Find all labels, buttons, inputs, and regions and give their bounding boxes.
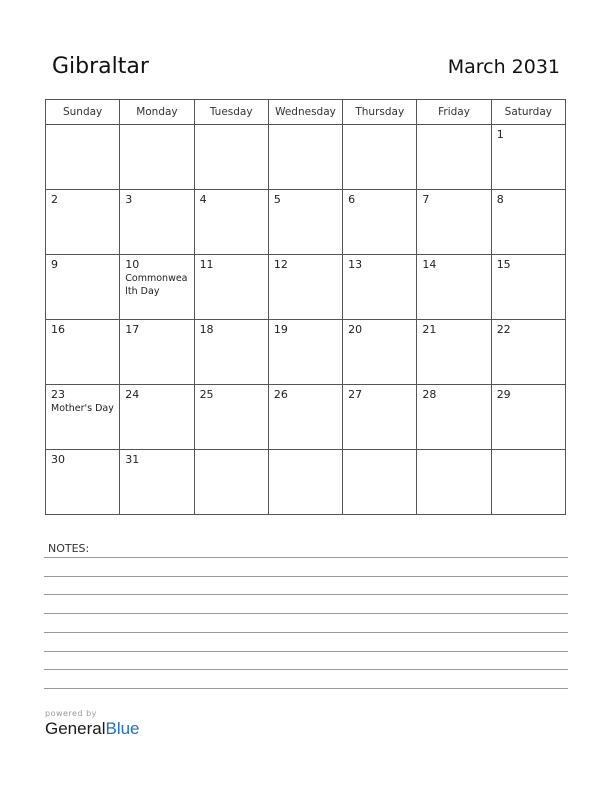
day-number: 10 [125,258,140,271]
calendar-day-cell [120,255,194,320]
calendar-day-cell [268,255,342,320]
weekday-tuesday: Tuesday [194,100,268,125]
calendar-day-cell [268,190,342,255]
weekday-monday: Monday [120,100,194,125]
calendar-day-cell [120,320,194,385]
day-number: 13 [348,258,363,271]
note-line [44,669,568,670]
calendar-day-cell [491,125,565,190]
day-number: 11 [199,258,214,271]
calendar-day-cell [194,385,268,450]
calendar-day-cell [343,255,417,320]
day-number: 19 [273,323,288,336]
calendar-empty-cell [120,125,194,190]
calendar-day-cell [46,320,120,385]
day-number: 31 [125,453,140,466]
note-line [44,632,568,633]
day-number: 24 [125,388,140,401]
day-number: 30 [51,453,65,466]
calendar-week-row [46,125,566,190]
day-number: 6 [348,193,356,206]
calendar-week-row [46,255,566,320]
note-line [44,688,568,689]
calendar-week-row [46,190,566,255]
weekday-thursday: Thursday [343,100,417,125]
day-number: 26 [273,388,288,401]
day-number: 29 [496,388,511,401]
calendar-day-cell [417,320,491,385]
day-number: 1 [496,128,504,141]
day-number: 3 [125,193,133,206]
day-number: 16 [51,323,65,336]
note-line [44,557,568,558]
day-number: 22 [496,323,511,336]
calendar-week-row [46,450,566,515]
generalblue-brand [45,709,140,738]
note-line [44,651,568,652]
calendar-grid [45,99,566,515]
calendar-week-row [46,385,566,450]
calendar-empty-cell [194,125,268,190]
day-number: 12 [273,258,288,271]
logo-blue: Blue [105,719,140,738]
calendar-empty-cell [343,450,417,515]
calendar-day-cell [491,320,565,385]
calendar-day-cell [46,190,120,255]
calendar-day-cell [46,450,120,515]
day-number: 5 [273,193,281,206]
weekday-saturday: Saturday [491,100,565,125]
powered-by-text: powered by [45,709,97,718]
calendar-day-cell [417,385,491,450]
weekday-sunday: Sunday [46,100,120,125]
generalblue-logo [45,719,140,738]
weekday-wednesday: Wednesday [268,100,342,125]
note-line [44,594,568,595]
day-number: 18 [199,323,214,336]
day-number: 25 [199,388,214,401]
calendar-day-cell [120,450,194,515]
calendar-empty-cell [268,450,342,515]
note-line [44,576,568,577]
day-number: 2 [51,193,58,206]
day-number: 20 [348,323,363,336]
day-number: 15 [496,258,511,271]
calendar-day-cell [120,385,194,450]
day-number: 17 [125,323,140,336]
calendar-day-cell [120,190,194,255]
calendar-month-title: March 2031 [447,56,560,78]
holiday-label: Mother's Day [51,403,114,414]
calendar-empty-cell [268,125,342,190]
calendar-day-cell [417,190,491,255]
calendar-empty-cell [417,450,491,515]
weekday-header-row [46,100,566,125]
calendar-day-cell [46,385,120,450]
calendar-day-cell [343,190,417,255]
calendar-day-cell [343,320,417,385]
calendar-empty-cell [343,125,417,190]
calendar-empty-cell [417,125,491,190]
calendar-day-cell [194,320,268,385]
day-number: 14 [422,258,437,271]
calendar-empty-cell [491,450,565,515]
calendar-day-cell [491,190,565,255]
calendar-empty-cell [46,125,120,190]
calendar-day-cell [491,385,565,450]
day-number: 4 [199,193,207,206]
calendar-day-cell [491,255,565,320]
day-number: 28 [422,388,437,401]
day-number: 21 [422,323,437,336]
calendar-week-row [46,320,566,385]
calendar-day-cell [268,320,342,385]
calendar-day-cell [194,190,268,255]
logo-general: General [45,719,106,738]
calendar-day-cell [268,385,342,450]
calendar-day-cell [46,255,120,320]
holiday-label: Commonwealth Day [125,273,188,297]
calendar-day-cell [343,385,417,450]
notes-label: NOTES: [48,542,90,555]
day-number: 9 [51,258,58,271]
day-number: 27 [348,388,363,401]
weekday-friday: Friday [417,100,491,125]
day-number: 23 [51,388,65,401]
calendar-country-title: Gibraltar [52,54,149,79]
calendar-day-cell [194,255,268,320]
day-number: 7 [422,193,430,206]
day-number: 8 [496,193,504,206]
calendar-day-cell [417,255,491,320]
note-line [44,613,568,614]
calendar-empty-cell [194,450,268,515]
